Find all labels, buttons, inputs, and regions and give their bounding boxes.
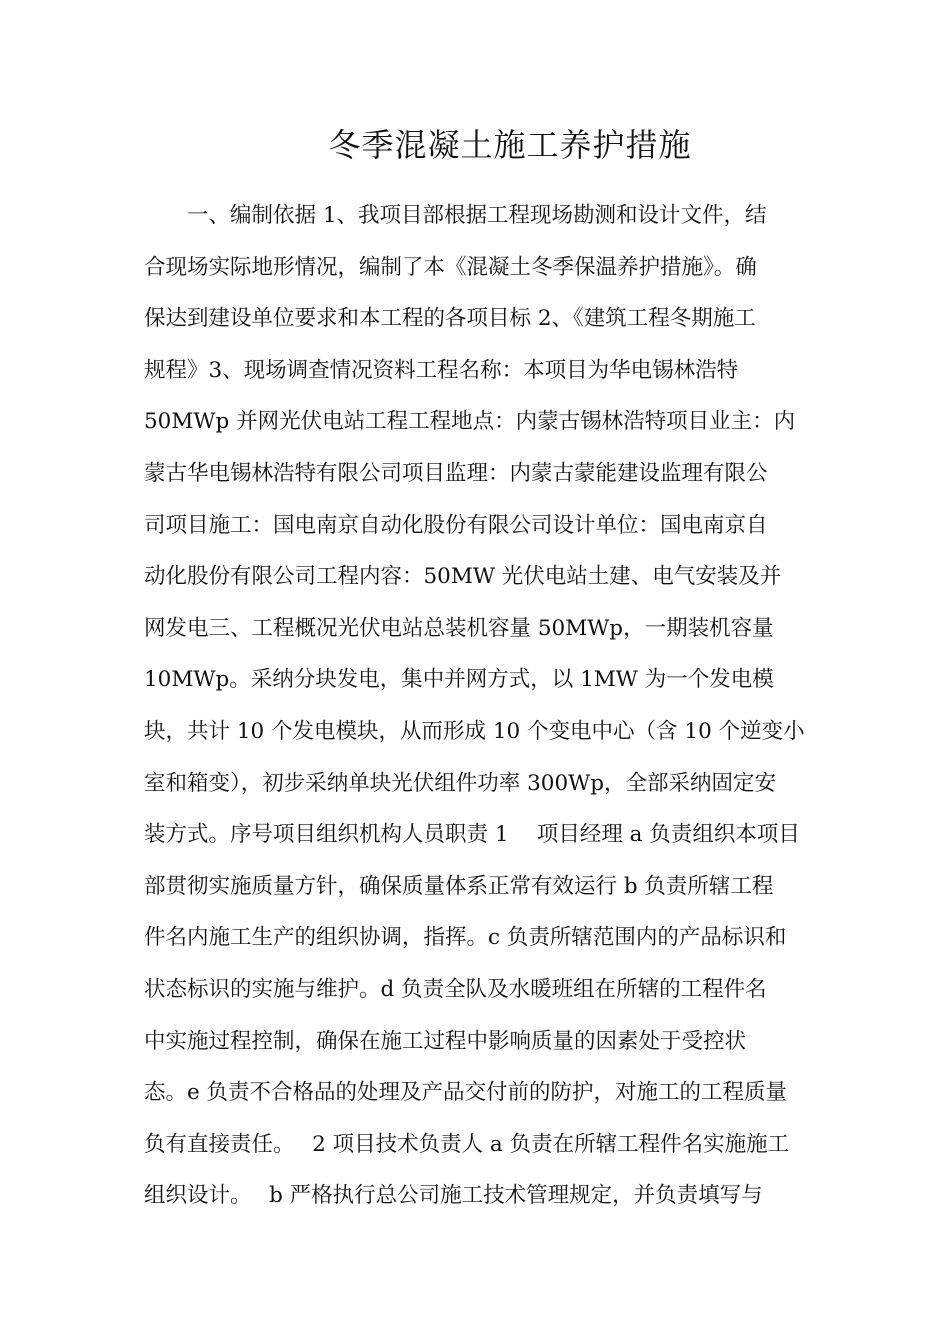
document-body <box>144 190 809 1222</box>
body-line: 中实施过程控制，确保在施工过程中影响质量的因素处于受控状 <box>144 1028 747 1054</box>
body-line: 规程》3、现场调查情况资料工程名称：本项目为华电锡林浩特 <box>144 357 739 383</box>
document-title: 冬季混凝土施工养护措施 <box>328 126 692 164</box>
body-line: 件名内施工生产的组织协调，指挥。c 负责所辖范围内的产品标识和 <box>144 925 787 951</box>
body-line: 保达到建设单位要求和本工程的各项目标 2、《建筑工程冬期施工 <box>144 306 756 332</box>
body-line: 部贯彻实施质量方针，确保质量体系正常有效运行 b 负责所辖工程 <box>144 873 774 899</box>
body-line: 合现场实际地形情况，编制了本《混凝土冬季保温养护措施》。确 <box>144 254 757 280</box>
body-line: 态。e 负责不合格品的处理及产品交付前的防护，对施工的工程质量 <box>144 1080 788 1106</box>
body-line: 网发电三、工程概况光伏电站总装机容量 50MWp，一期装机容量 <box>144 615 774 641</box>
body-line: 装方式。序号项目组织机构人员职责 1 项目经理 a 负责组织本项目 <box>144 822 800 848</box>
body-line: 司项目施工：国电南京自动化股份有限公司设计单位：国电南京自 <box>144 512 768 538</box>
body-line: 块，共计 10 个发电模块，从而形成 10 个变电中心（含 10 个逆变小 <box>144 718 805 744</box>
body-line: 一、编制依据 1、我项目部根据工程现场勘测和设计文件，结 <box>144 203 767 228</box>
body-line: 动化股份有限公司工程内容：50MW 光伏电站土建、电气安装及并 <box>144 564 782 590</box>
body-line: 50MWp 并网光伏电站工程工程地点：内蒙古锡林浩特项目业主：内 <box>144 409 796 435</box>
body-line: 状态标识的实施与维护。d 负责全队及水暖班组在所辖的工程件名 <box>144 976 767 1002</box>
body-line: 蒙古华电锡林浩特有限公司项目监理：内蒙古蒙能建设监理有限公 <box>144 460 768 486</box>
body-line: 负有直接责任。 2 项目技术负责人 a 负责在所辖工程件名实施施工 <box>144 1131 790 1157</box>
body-line: 10MWp。采纳分块发电，集中并网方式，以 1MW 为一个发电模 <box>144 667 774 693</box>
body-line: 组织设计。 b 严格执行总公司施工技术管理规定，并负责填写与 <box>144 1183 763 1209</box>
body-line: 室和箱变），初步采纳单块光伏组件功率 300Wp，全部采纳固定安 <box>144 770 776 796</box>
